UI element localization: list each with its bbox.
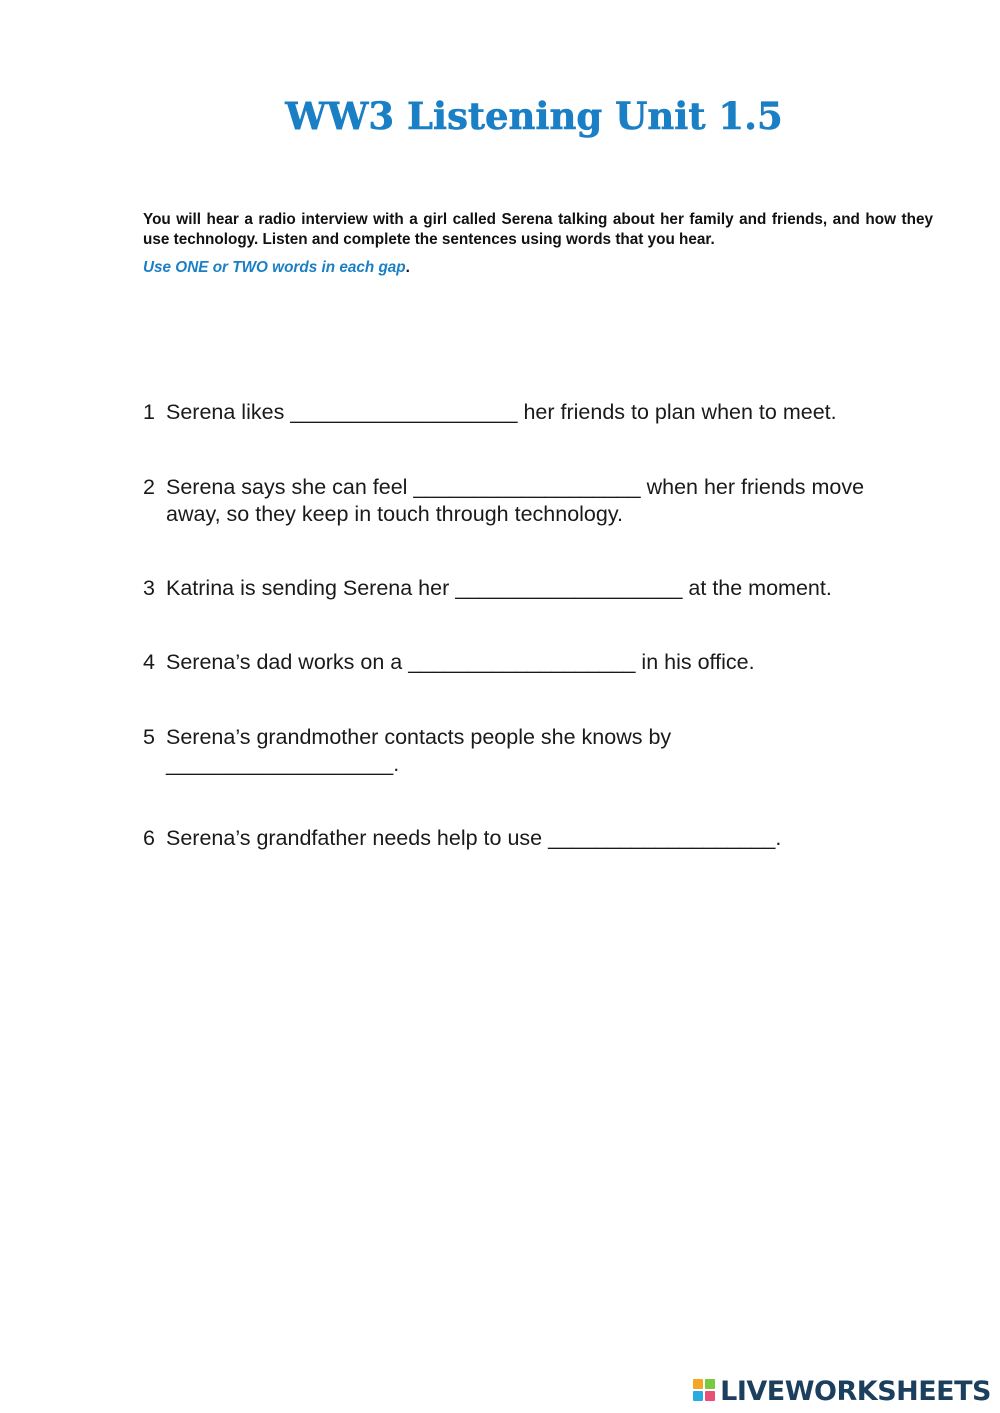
question-number: 5 bbox=[143, 725, 155, 749]
logo-block bbox=[705, 1391, 715, 1401]
question-text bbox=[166, 474, 896, 528]
question-2 bbox=[143, 474, 896, 528]
answer-gap[interactable]: ___________________ bbox=[290, 400, 518, 424]
question-number: 4 bbox=[143, 650, 155, 674]
question-before: Serena’s grandfather needs help to use bbox=[166, 826, 549, 850]
question-text bbox=[166, 399, 926, 426]
question-number: 3 bbox=[143, 576, 155, 600]
question-5 bbox=[143, 724, 766, 778]
question-text bbox=[166, 724, 766, 778]
question-before: Serena says she can feel bbox=[166, 475, 414, 499]
question-number: 6 bbox=[143, 826, 155, 850]
question-before: Serena likes bbox=[166, 400, 291, 424]
question-after: when her friends move away, so they keep in touch through technology. bbox=[166, 475, 865, 526]
answer-gap[interactable]: ___________________ bbox=[408, 650, 636, 674]
worksheet-title: WW3 Listening Unit 1.5 bbox=[285, 94, 783, 138]
answer-gap[interactable]: ___________________ bbox=[413, 475, 641, 499]
instruction-end: . bbox=[405, 259, 410, 276]
question-text bbox=[166, 825, 926, 852]
question-after: . bbox=[393, 752, 400, 776]
answer-gap[interactable]: ___________________ bbox=[455, 576, 683, 600]
instruction-main: Use ONE or TWO words in each gap bbox=[143, 259, 406, 276]
question-before: Serena’s dad works on a bbox=[166, 650, 409, 674]
instruction-text bbox=[143, 259, 410, 277]
question-text bbox=[166, 649, 926, 676]
question-after: her friends to plan when to meet. bbox=[517, 400, 837, 424]
question-6 bbox=[143, 825, 926, 852]
question-number: 2 bbox=[143, 475, 155, 499]
answer-gap[interactable]: ___________________ bbox=[166, 752, 394, 776]
logo-block bbox=[705, 1379, 715, 1389]
logo-block bbox=[693, 1391, 703, 1401]
question-text bbox=[166, 575, 926, 602]
question-1 bbox=[143, 399, 926, 426]
liveworksheets-logo[interactable] bbox=[693, 1376, 991, 1406]
question-after: . bbox=[775, 826, 782, 850]
question-after: at the moment. bbox=[682, 576, 832, 600]
logo-text: LIVEWORKSHEETS bbox=[720, 1375, 991, 1407]
question-before: Katrina is sending Serena her bbox=[166, 576, 456, 600]
logo-block bbox=[693, 1379, 703, 1389]
question-number: 1 bbox=[143, 400, 155, 424]
question-after: in his office. bbox=[635, 650, 755, 674]
intro-text: You will hear a radio interview with a girl called Serena talking about her family and friends, and how they use technology. Listen and complete the sentences using words that you hear. bbox=[143, 211, 933, 248]
question-4 bbox=[143, 649, 926, 676]
answer-gap[interactable]: ___________________ bbox=[548, 826, 776, 850]
question-3 bbox=[143, 575, 926, 602]
question-before: Serena’s grandmother contacts people she knows by bbox=[166, 725, 672, 749]
liveworksheets-logo-icon bbox=[693, 1379, 717, 1403]
